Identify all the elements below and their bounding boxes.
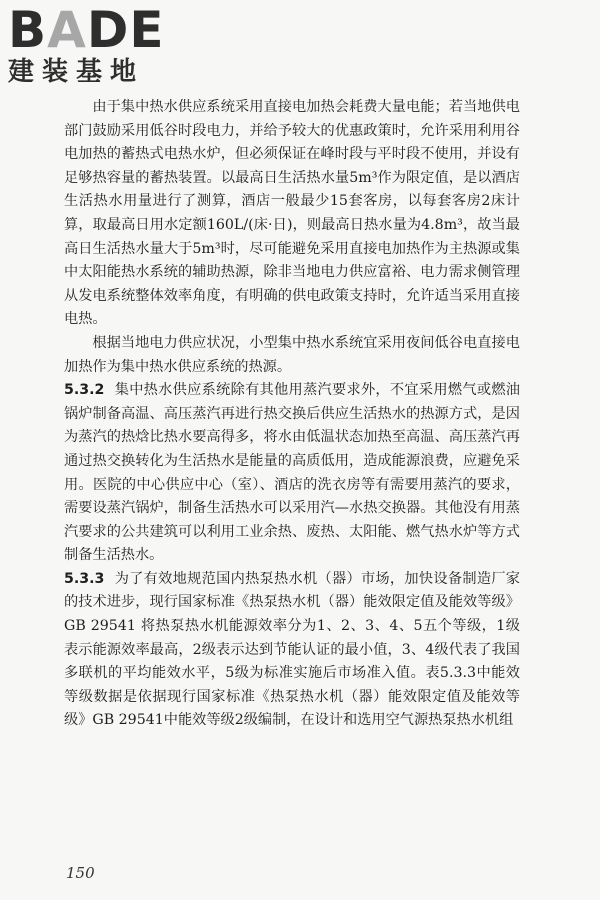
logo-mark: BADE <box>8 1 165 59</box>
paragraph-off-peak: 根据当地电力供应状况，小型集中热水系统宜采用夜间低谷电直接电加热作为集中热水供应系统的热源。 <box>64 334 520 375</box>
page-number: 150 <box>66 864 95 882</box>
paragraph-section-5-3-2: 5.3.2 集中热水供应系统除有其他用蒸汽要求外，不宜采用燃气或燃油锅炉制备高温、高压蒸汽再进行热交换后供应生活热水的热源方式，是因为蒸汽的热焓比热水要高得多，将水由低温状态加热至高温、高压蒸汽再通过热交换转化为生活热水是能量的高质低用，造成能源浪费，应避免采用。医院的中心供应中心（室）、酒店的洗衣房等有需要用蒸汽的要求，需要设蒸汽锅炉，制备生活热水可以采用汽—水热交换器。其他没有用蒸汽要求的公共建筑可以利用工业余热、废热、太阳能、燃气热水炉等方式制备生活热水。 <box>64 382 520 564</box>
paragraph-section-5-3-3: 5.3.3 为了有效地规范国内热泵热水机（器）市场，加快设备制造厂家的技术进步，现行国家标准《热泵热水机（器）能效限定值及能效等级》GB 29541 将热泵热水机能源效率分为1、2、3、4、5五个等级，1级表示能源效率最高，2级表示达到节能认证的最小值，3、4级代表了我国多联机的平均能效水平，5级为标准实施后市场准入值。表5.3.3中能效等级数据是依据现行国家标准《热泵热水机（器）能效限定值及能效等级》GB 29541中能效等级2级编制，在设计和选用空气源热泵热水机组 <box>64 570 520 729</box>
section-number: 5.3.2 <box>64 382 105 399</box>
section-number: 5.3.3 <box>64 570 105 587</box>
bade-logo <box>8 1 178 90</box>
logo-subtitle: 建装基地 <box>8 57 145 87</box>
paragraph-electric-heating: 由于集中热水供应系统采用直接电加热会耗费大量电能；若当地供电部门鼓励采用低谷时段电力，并给予较大的优惠政策时，允许采用利用谷电加热的蓄热式电热水炉，但必须保证在峰时段与平时段不使用，并设有足够热容量的蓄热装置。以最高日生活热水量5m³作为限定值，是以酒店生活热水用量进行了测算，酒店一般最少15套客房，以每套客房2床计算，取最高日用水定额160L/(床·日)，则最高日热水量为4.8m³，故当最高日生活热水量大于5m³时，尽可能避免采用直接电加热作为主热源或集中太阳能热水系统的辅助热源，除非当地电力供应富裕、电力需求侧管理从发电系统整体效率角度，有明确的供电政策支持时，允许适当采用直接电热。 <box>64 99 520 328</box>
page-body <box>64 96 520 733</box>
